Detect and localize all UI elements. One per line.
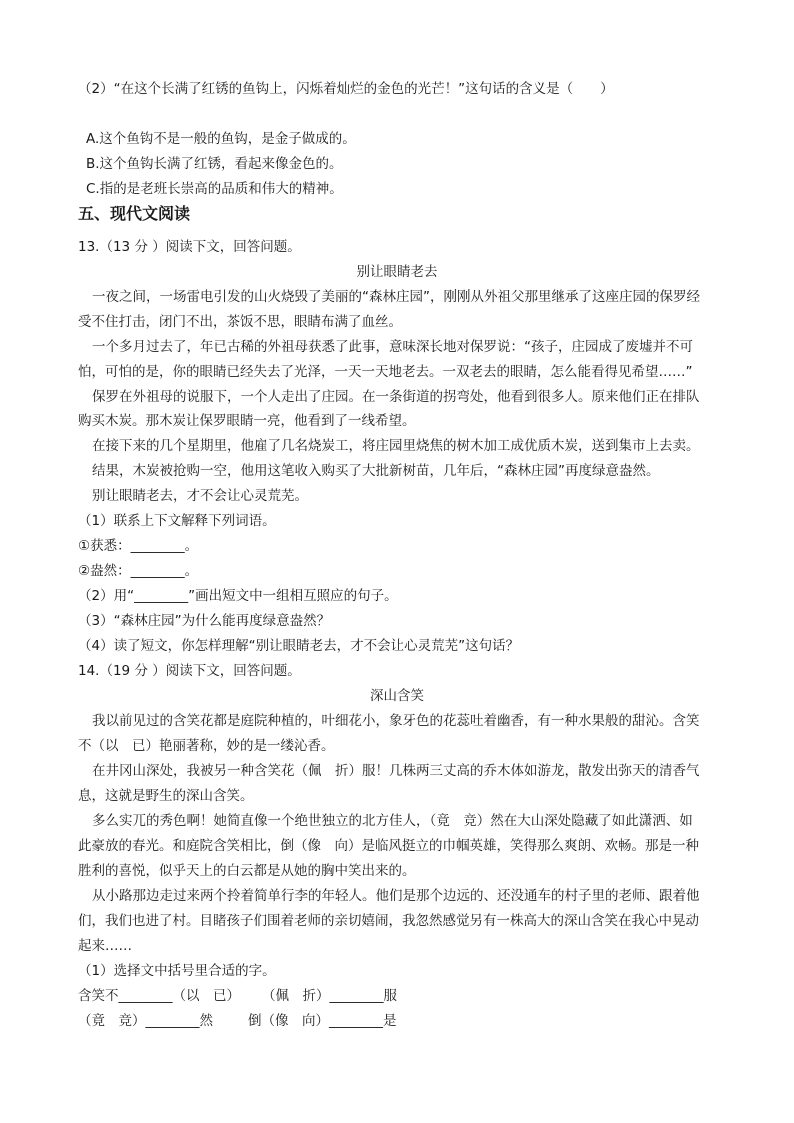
sub-question: ②盎然：________。 bbox=[78, 563, 199, 579]
fill-blank: 倒（像 向）________是 bbox=[248, 1013, 397, 1029]
sub-question: （4）读了短文，你怎样理解“别让眼睛老去，才不会让心灵荒芜”这句话？ bbox=[78, 638, 520, 654]
passage-line: 我以前见过的含笑花都是庭院种植的，叶细花小，象牙色的花蕊吐着幽香，有一种水果般的甜沁。含笑 bbox=[92, 713, 700, 729]
passage-title: 别让眼睛老去 bbox=[356, 264, 438, 280]
passage-line: 不（以 已）艳丽著称，妙的是一缕沁香。 bbox=[78, 738, 335, 754]
passage-line: 胜利的喜悦，似乎天上的白云都是从她的胸中笑出来的。 bbox=[78, 863, 416, 879]
passage-line: 从小路那边走过来两个拎着简单行李的年轻人。他们是那个边远的、还没通车的村子里的老师、跟着他 bbox=[92, 888, 700, 904]
option-c: C.指的是老班长崇高的品质和伟大的精神。 bbox=[86, 181, 343, 197]
passage-line: 们，我们也进了村。目睹孩子们围着老师的亲切嬉闹，我忽然感觉另有一株高大的深山含笑在我心中晃动 bbox=[78, 913, 699, 929]
passage-line: 在井冈山深处，我被另一种含笑花（佩 折）服！几株两三丈高的乔木体如游龙，散发出弥天的清香气 bbox=[92, 763, 700, 779]
question-12-sub2: （2）“在这个长满了红锈的鱼钩上，闪烁着灿烂的金色的光芒！”这句话的含义是（ ） bbox=[78, 81, 614, 97]
passage-line: 购买木炭。那木炭让保罗眼睛一亮，他看到了一线希望。 bbox=[78, 413, 416, 429]
fill-blank: （佩 折）________服 bbox=[262, 988, 397, 1004]
passage-line: 起来…… bbox=[78, 938, 132, 954]
sub-question: （2）用“________”画出短文中一组相互照应的句子。 bbox=[78, 588, 398, 604]
passage-line: 受不住打击，闭门不出，茶饭不思，眼睛布满了血丝。 bbox=[78, 314, 402, 330]
fill-blank: （竟 竞）________然 bbox=[78, 1013, 213, 1029]
passage-line: 怕，可怕的是，你的眼睛已经失去了光泽，一天一天地老去。一双老去的眼睛，怎么能看得见希望……” bbox=[78, 364, 693, 380]
option-b: B.这个鱼钩长满了红锈，看起来像金色的。 bbox=[86, 156, 343, 172]
passage-line: 息，这就是野生的深山含笑。 bbox=[78, 788, 254, 804]
passage-line: 别让眼睛老去，才不会让心灵荒芜。 bbox=[92, 488, 308, 504]
passage-title: 深山含笑 bbox=[370, 688, 424, 704]
passage-line: 在接下来的几个星期里，他雇了几名烧炭工，将庄园里烧焦的树木加工成优质木炭，送到集市上去卖。 bbox=[92, 438, 700, 454]
fill-blank: 含笑不________（以 已） bbox=[78, 988, 240, 1004]
sub-question: （1）联系上下文解释下列词语。 bbox=[78, 513, 276, 529]
sub-question: （3）“森林庄园”为什么能再度绿意盎然？ bbox=[78, 613, 331, 629]
option-a: A.这个鱼钩不是一般的鱼钩，是金子做成的。 bbox=[86, 131, 356, 147]
section-title: 五、现代文阅读 bbox=[78, 204, 191, 223]
sub-question: （1）选择文中括号里合适的字。 bbox=[78, 963, 276, 979]
sub-question: ①获悉：________。 bbox=[78, 538, 199, 554]
passage-line: 一个多月过去了，年已古稀的外祖母获悉了此事，意味深长地对保罗说：“孩子，庄园成了废墟并不可 bbox=[92, 339, 693, 355]
passage-line: 保罗在外祖母的说服下，一个人走出了庄园。在一条街道的拐弯处，他看到很多人。原来他们正在排队 bbox=[92, 389, 700, 405]
passage-line: 结果，木炭被抢购一空，他用这笔收入购买了大批新树苗，几年后，“森林庄园”再度绿意盎然。 bbox=[92, 463, 660, 479]
passage-line: 一夜之间，一场雷电引发的山火烧毁了美丽的“森林庄园”，刚刚从外祖父那里继承了这座庄园的保罗经 bbox=[92, 289, 700, 305]
question-13-header: 13.（13 分 ）阅读下文，回答问题。 bbox=[78, 239, 301, 255]
passage-line: 多么实兀的秀色啊！她简直像一个绝世独立的北方佳人，（竟 竞）然在大山深处隐藏了如此潇洒、如 bbox=[92, 813, 693, 829]
passage-line: 此豪放的春光。和庭院含笑相比，倒（像 向）是临风挺立的巾帼英雄，笑得那么爽朗、欢畅。那是一种 bbox=[78, 838, 699, 854]
question-14-header: 14.（19 分 ）阅读下文，回答问题。 bbox=[78, 663, 301, 679]
